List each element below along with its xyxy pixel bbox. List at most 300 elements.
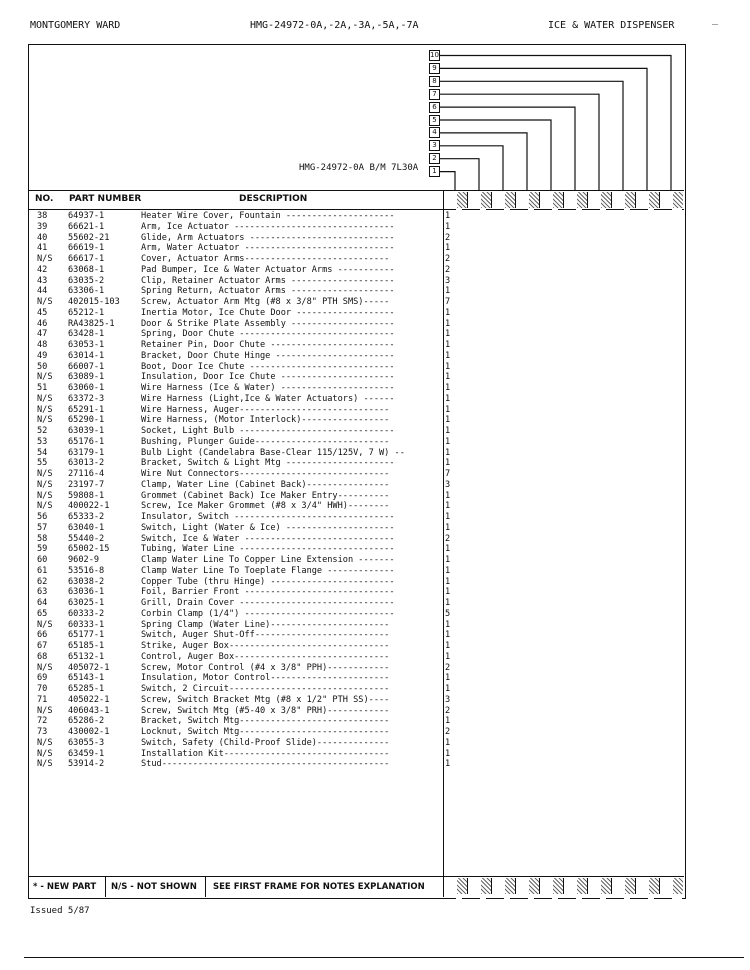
- header-model-col-4: [515, 192, 539, 208]
- part-description: Wire Nut Connectors-----------------------------: [141, 469, 390, 479]
- part-description: Spring Return, Actuator Arms --------------------: [141, 286, 395, 297]
- item-number: N/S: [37, 372, 53, 383]
- table-row: [29, 673, 684, 684]
- part-description: Clamp Water Line To Copper Line Extension -------: [141, 555, 395, 565]
- part-description: Insulator, Switch -------------------------------: [141, 512, 395, 522]
- quantity: 1: [445, 759, 451, 770]
- quantity: 1: [445, 544, 451, 555]
- part-number: 402015-103: [68, 297, 120, 307]
- part-number: 65132-1: [68, 651, 105, 662]
- quantity: 1: [445, 748, 451, 759]
- quantity: 1: [445, 415, 451, 426]
- table-row: [29, 555, 684, 566]
- part-number: 63306-1: [68, 286, 105, 297]
- table-row: [29, 276, 684, 287]
- item-number: 71: [37, 694, 48, 705]
- table-row: [29, 587, 684, 598]
- item-number: N/S: [37, 490, 53, 501]
- hatch-pattern: [577, 878, 587, 894]
- part-number: 63035-2: [68, 275, 105, 286]
- part-description: Wire Harness (Ice & Water) ----------------------: [141, 383, 395, 393]
- item-number: N/S: [37, 759, 53, 770]
- part-description: Heater Wire Cover, Fountain ---------------------: [141, 211, 395, 221]
- model-key-connector-9: [440, 68, 647, 190]
- model-key-box-9: 9: [429, 63, 440, 74]
- col-no: NO.: [35, 194, 54, 204]
- part-number: 55440-2: [68, 533, 105, 544]
- item-number: 60: [37, 555, 48, 565]
- table-row: [29, 286, 684, 297]
- bottom-rule: [24, 957, 744, 958]
- part-description: Bushing, Plunger Guide--------------------------: [141, 436, 390, 447]
- footer-divider-2: [205, 877, 206, 897]
- table-row: [29, 211, 684, 222]
- item-number: N/S: [37, 469, 53, 479]
- quantity: 3: [445, 479, 451, 490]
- parts-table: [29, 211, 684, 770]
- part-description: Inertia Motor, Ice Chute Door -------------------: [141, 307, 395, 318]
- footer-divider-1: [105, 877, 106, 897]
- item-number: 38: [37, 211, 48, 221]
- table-row: [29, 663, 684, 674]
- item-number: 44: [37, 286, 48, 297]
- item-number: 70: [37, 684, 48, 694]
- model-key-box-3: 3: [429, 140, 440, 151]
- item-number: N/S: [37, 501, 53, 512]
- table-row: [29, 233, 684, 244]
- quantity: 1: [445, 447, 451, 458]
- item-number: 67: [37, 641, 48, 651]
- part-description: Strike, Auger Box-------------------------------: [141, 641, 390, 651]
- table-row: [29, 566, 684, 577]
- table-row: [29, 544, 684, 555]
- table-row: [29, 641, 684, 652]
- legend-not-shown: N/S - NOT SHOWN: [111, 882, 197, 892]
- hatch-pattern: [481, 878, 491, 894]
- item-number: 58: [37, 533, 48, 544]
- item-number: N/S: [37, 737, 53, 748]
- model-key-connector-4: [440, 133, 527, 190]
- table-row: [29, 437, 684, 448]
- part-description: Insulation, Door Ice Chute ----------------------: [141, 372, 395, 383]
- quantity: 3: [445, 694, 451, 705]
- hatch-pattern: [529, 878, 539, 894]
- item-number: 65: [37, 608, 48, 619]
- model-key-box-6: 6: [429, 102, 440, 113]
- table-row: [29, 426, 684, 437]
- part-number: 405072-1: [68, 662, 110, 673]
- part-number: 55602-21: [68, 232, 110, 243]
- part-description: Arm, Water Actuator -----------------------------: [141, 243, 395, 254]
- part-number: 63060-1: [68, 383, 105, 393]
- quantity: 1: [445, 221, 451, 232]
- quantity: 1: [445, 458, 451, 469]
- part-description: Clamp Water Line To Toeplate Flange -------------: [141, 565, 395, 576]
- table-row: [29, 469, 684, 480]
- table-row: [29, 308, 684, 319]
- part-number: 63179-1: [68, 447, 105, 458]
- part-number: 65290-1: [68, 415, 105, 426]
- header-model-col-2: [467, 192, 491, 208]
- footer-model-col-7: [587, 878, 611, 894]
- part-number: 65291-1: [68, 404, 105, 415]
- hatch-pattern: [649, 878, 659, 894]
- part-description: Locknut, Switch Mtg-----------------------------: [141, 727, 390, 737]
- part-number: 60333-1: [68, 619, 105, 630]
- part-number: 65176-1: [68, 436, 105, 447]
- part-number: 430002-1: [68, 727, 110, 737]
- part-number: 63038-2: [68, 576, 105, 587]
- item-number: 53: [37, 436, 48, 447]
- table-row: [29, 329, 684, 340]
- quantity: 2: [445, 727, 451, 737]
- part-number: 53914-2: [68, 759, 105, 770]
- table-row: [29, 351, 684, 362]
- quantity: 1: [445, 307, 451, 318]
- header-model-col-3: [491, 192, 515, 208]
- quantity: 1: [445, 383, 451, 393]
- table-row: [29, 448, 684, 459]
- part-description: Screw, Actuator Arm Mtg (#8 x 3/8" PTH SMS)-----: [141, 297, 390, 307]
- footer-model-col-6: [563, 878, 587, 894]
- quantity: 1: [445, 426, 451, 436]
- hatch-pattern: [601, 192, 611, 208]
- part-number: 63039-1: [68, 426, 105, 436]
- part-number: 66621-1: [68, 221, 105, 232]
- table-row: [29, 394, 684, 405]
- item-number: N/S: [37, 393, 53, 404]
- part-description: Boot, Door Ice Chute ----------------------------: [141, 361, 395, 372]
- table-row: [29, 695, 684, 706]
- part-number: 65185-1: [68, 641, 105, 651]
- model-numbers: HMG-24972-0A,-2A,-3A,-5A,-7A: [250, 20, 419, 31]
- item-number: 51: [37, 383, 48, 393]
- quantity: 2: [445, 533, 451, 544]
- quantity: 2: [445, 662, 451, 673]
- quantity: 2: [445, 232, 451, 243]
- table-row: [29, 523, 684, 534]
- quantity: 1: [445, 598, 451, 608]
- quantity: 1: [445, 436, 451, 447]
- hatch-pattern: [553, 192, 563, 208]
- table-row: [29, 415, 684, 426]
- table-row: [29, 243, 684, 254]
- part-number: 63053-1: [68, 340, 105, 350]
- quantity: 1: [445, 361, 451, 372]
- model-key-box-7: 7: [429, 89, 440, 100]
- quantity: 1: [445, 243, 451, 254]
- item-number: N/S: [37, 479, 53, 490]
- hatch-pattern: [577, 192, 587, 208]
- footer-model-col-8: [611, 878, 635, 894]
- table-row: [29, 512, 684, 523]
- quantity: 1: [445, 372, 451, 383]
- part-number: 65285-1: [68, 684, 105, 694]
- part-number: 63014-1: [68, 350, 105, 361]
- footer-model-col-4: [515, 878, 539, 894]
- part-description: Wire Harness, (Motor Interlock)-----------------: [141, 415, 390, 426]
- part-number: 23197-7: [68, 479, 105, 490]
- model-key-box-5: 5: [429, 115, 440, 126]
- item-number: N/S: [37, 415, 53, 426]
- part-number: 59808-1: [68, 490, 105, 501]
- header-model-col-9: [635, 192, 659, 208]
- part-number: 27116-4: [68, 469, 105, 479]
- part-description: Control, Auger Box------------------------------: [141, 651, 390, 662]
- item-number: 73: [37, 727, 48, 737]
- part-description: Grommet (Cabinet Back) Ice Maker Entry----------: [141, 490, 390, 501]
- quantity: 1: [445, 651, 451, 662]
- part-number: 400022-1: [68, 501, 110, 512]
- part-number: 63428-1: [68, 329, 105, 340]
- table-row: [29, 716, 684, 727]
- table-row: [29, 254, 684, 265]
- part-number: 9602-9: [68, 555, 100, 565]
- part-number: 63025-1: [68, 598, 105, 608]
- quantity: 1: [445, 318, 451, 329]
- quantity: 1: [445, 737, 451, 748]
- item-number: 39: [37, 221, 48, 232]
- quantity: 1: [445, 501, 451, 512]
- part-number: 63036-1: [68, 587, 105, 598]
- header-dash: _: [712, 14, 719, 25]
- hatch-pattern: [625, 878, 635, 894]
- footer-model-col-5: [539, 878, 563, 894]
- item-number: 69: [37, 673, 48, 684]
- brand-name: MONTGOMERY WARD: [30, 20, 121, 31]
- part-number: 66617-1: [68, 254, 105, 264]
- part-number: 63089-1: [68, 372, 105, 383]
- item-number: 45: [37, 307, 48, 318]
- table-row: [29, 265, 684, 276]
- part-description: Corbin Clamp (1/4") -----------------------------: [141, 608, 395, 619]
- quantity: 1: [445, 329, 451, 340]
- quantity: 2: [445, 705, 451, 716]
- table-row: [29, 749, 684, 760]
- item-number: 59: [37, 544, 48, 555]
- model-key-box-4: 4: [429, 127, 440, 138]
- item-number: 56: [37, 512, 48, 522]
- table-row: [29, 598, 684, 609]
- col-part-number: PART NUMBER: [69, 194, 142, 204]
- model-key-connector-10: [440, 56, 671, 191]
- part-number: 65212-1: [68, 307, 105, 318]
- table-row: [29, 491, 684, 502]
- quantity: 1: [445, 404, 451, 415]
- item-number: N/S: [37, 705, 53, 716]
- part-number: 53516-8: [68, 565, 105, 576]
- quantity: 1: [445, 522, 451, 533]
- parts-list-sheet: [28, 44, 686, 899]
- item-number: 47: [37, 329, 48, 340]
- table-row: [29, 759, 684, 770]
- table-row: [29, 684, 684, 695]
- model-key-connector-8: [440, 81, 623, 190]
- table-row: [29, 222, 684, 233]
- header-model-col-8: [611, 192, 635, 208]
- quantity: 2: [445, 254, 451, 264]
- quantity: 1: [445, 673, 451, 684]
- part-description: Stud--------------------------------------------: [141, 759, 390, 770]
- quantity: 1: [445, 555, 451, 565]
- table-row: [29, 630, 684, 641]
- item-number: 40: [37, 232, 48, 243]
- item-number: 68: [37, 651, 48, 662]
- item-number: N/S: [37, 254, 53, 264]
- table-row: [29, 480, 684, 491]
- table-row: [29, 383, 684, 394]
- part-description: Wire Harness, Auger-----------------------------: [141, 404, 390, 415]
- part-description: Bulb Light (Candelabra Base-Clear 115/125V, 7 W) --: [141, 447, 405, 458]
- part-description: Grill, Drain Cover ------------------------------: [141, 598, 395, 608]
- quantity: 1: [445, 587, 451, 598]
- part-description: Bracket, Door Chute Hinge -----------------------: [141, 350, 395, 361]
- part-description: Screw, Ice Maker Grommet (#8 x 3/4" HWH)--------: [141, 501, 390, 512]
- quantity: 5: [445, 608, 451, 619]
- model-bm-label: HMG-24972-0A B/M 7L30A: [299, 163, 419, 173]
- part-number: 64937-1: [68, 211, 105, 221]
- part-description: Tubing, Water Line ------------------------------: [141, 544, 395, 555]
- item-number: 48: [37, 340, 48, 350]
- table-row: [29, 362, 684, 373]
- part-description: Switch, Light (Water & Ice) ---------------------: [141, 522, 395, 533]
- part-description: Wire Harness (Light,Ice & Water Actuators) ------: [141, 393, 395, 404]
- quantity: 1: [445, 619, 451, 630]
- item-number: 61: [37, 565, 48, 576]
- item-number: 72: [37, 716, 48, 727]
- hatch-pattern: [673, 878, 683, 894]
- quantity: 3: [445, 275, 451, 286]
- part-description: Switch, Auger Shut-Off--------------------------: [141, 630, 390, 641]
- part-description: Bracket, Switch Mtg-----------------------------: [141, 716, 390, 727]
- part-number: 60333-2: [68, 608, 105, 619]
- part-description: Bracket, Switch & Light Mtg ---------------------: [141, 458, 395, 469]
- document-title: ICE & WATER DISPENSER: [548, 20, 675, 31]
- footer-model-col-10: [659, 878, 683, 894]
- table-row: [29, 652, 684, 663]
- model-key-connector-3: [440, 146, 503, 190]
- item-number: 57: [37, 522, 48, 533]
- hatch-pattern: [457, 878, 467, 894]
- part-number: 405022-1: [68, 694, 110, 705]
- part-description: Clamp, Water Line (Cabinet Back)----------------: [141, 479, 390, 490]
- part-number: 63372-3: [68, 393, 105, 404]
- table-row: [29, 501, 684, 512]
- part-description: Retainer Pin, Door Chute ------------------------: [141, 340, 395, 350]
- quantity: 1: [445, 340, 451, 350]
- part-number: 66007-1: [68, 361, 105, 372]
- item-number: 41: [37, 243, 48, 254]
- part-number: 63055-3: [68, 737, 105, 748]
- column-header-row: [29, 190, 684, 210]
- table-row: [29, 727, 684, 738]
- legend-footer: [29, 876, 684, 897]
- model-key-box-10: 10: [430, 51, 439, 59]
- footer-model-col-1: [443, 878, 467, 894]
- quantity: 1: [445, 641, 451, 651]
- part-number: 63459-1: [68, 748, 105, 759]
- item-number: N/S: [37, 619, 53, 630]
- part-number: 406043-1: [68, 705, 110, 716]
- hatch-pattern: [481, 192, 491, 208]
- header-model-col-1: [443, 192, 467, 208]
- header-model-col-5: [539, 192, 563, 208]
- quantity: 1: [445, 512, 451, 522]
- issued-date: Issued 5/87: [30, 906, 90, 916]
- quantity: 2: [445, 264, 451, 275]
- model-key-box-8: 8: [429, 76, 440, 87]
- model-key-box-1: 1: [429, 166, 440, 177]
- part-description: Socket, Light Bulb ------------------------------: [141, 426, 395, 436]
- item-number: 64: [37, 598, 48, 608]
- item-number: 50: [37, 361, 48, 372]
- item-number: N/S: [37, 404, 53, 415]
- quantity: 1: [445, 393, 451, 404]
- hatch-pattern: [505, 192, 515, 208]
- part-description: Cover, Actuator Arms----------------------------: [141, 254, 390, 264]
- quantity: 1: [445, 576, 451, 587]
- quantity: 1: [445, 286, 451, 297]
- part-description: Switch, Safety (Child-Proof Slide)--------------: [141, 737, 390, 748]
- header-model-col-7: [587, 192, 611, 208]
- table-row: [29, 534, 684, 545]
- table-row: [29, 372, 684, 383]
- part-description: Foil, Barrier Front -----------------------------: [141, 587, 395, 598]
- part-description: Spring Clamp (Water Line)-----------------------: [141, 619, 390, 630]
- item-number: N/S: [37, 748, 53, 759]
- table-row: [29, 738, 684, 749]
- item-number: N/S: [37, 662, 53, 673]
- item-number: N/S: [37, 297, 53, 307]
- hatch-pattern: [601, 878, 611, 894]
- quantity: 1: [445, 350, 451, 361]
- quantity: 1: [445, 630, 451, 641]
- hatch-pattern: [625, 192, 635, 208]
- quantity: 7: [445, 469, 451, 479]
- item-number: 66: [37, 630, 48, 641]
- hatch-pattern: [505, 878, 515, 894]
- table-row: [29, 458, 684, 469]
- quantity: 1: [445, 565, 451, 576]
- part-description: Switch, 2 Circuit-------------------------------: [141, 684, 390, 694]
- item-number: 49: [37, 350, 48, 361]
- part-number: 63040-1: [68, 522, 105, 533]
- part-number: 65286-2: [68, 716, 105, 727]
- footer-model-col-3: [491, 878, 515, 894]
- item-number: 46: [37, 318, 48, 329]
- part-number: RA43825-1: [68, 318, 115, 329]
- part-description: Installation Kit--------------------------------: [141, 748, 390, 759]
- hatch-pattern: [457, 192, 467, 208]
- part-description: Switch, Ice & Water -----------------------------: [141, 533, 395, 544]
- item-number: 43: [37, 275, 48, 286]
- item-number: 63: [37, 587, 48, 598]
- part-number: 63013-2: [68, 458, 105, 469]
- hatch-pattern: [649, 192, 659, 208]
- header-model-col-6: [563, 192, 587, 208]
- part-description: Insulation, Motor Control-----------------------: [141, 673, 390, 684]
- table-row: [29, 620, 684, 631]
- table-row: [29, 340, 684, 351]
- quantity: 1: [445, 211, 451, 221]
- hatch-pattern: [553, 878, 563, 894]
- hatch-pattern: [529, 192, 539, 208]
- hatch-pattern: [673, 192, 683, 208]
- part-description: Copper Tube (thru Hinge) ------------------------: [141, 576, 395, 587]
- model-key-connector-5: [440, 120, 551, 190]
- part-description: Pad Bumper, Ice & Water Actuator Arms -----------: [141, 264, 395, 275]
- table-row: [29, 706, 684, 717]
